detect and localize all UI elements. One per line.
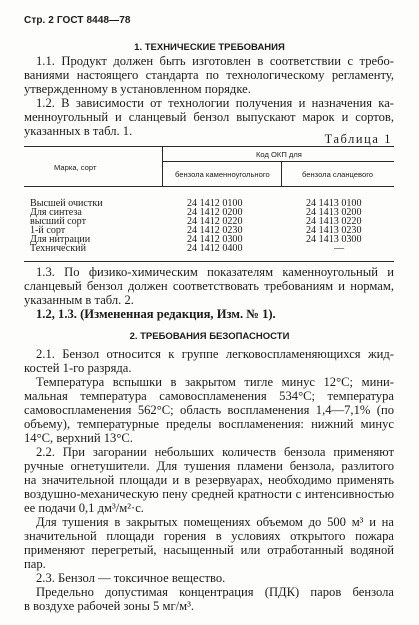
text-line: самовоспламенения 562°С; область воспламенения 1,4—7,1% (по: [24, 403, 394, 417]
table-cell: Для синтеза: [30, 206, 82, 218]
text-line: объему), температурные пределы воспламенения: нижний минус: [24, 417, 394, 431]
page-header: Стр. 2 ГОСТ 8448—78: [24, 15, 131, 26]
text-line: значительной площади горения в условиях открытого пожара: [24, 529, 394, 543]
table-cell: 24 1412 0200: [187, 206, 243, 218]
table-cell: Высшей очистки: [30, 198, 103, 209]
table-cell: 24 1413 0220: [306, 215, 362, 227]
table-top-rule: [24, 146, 394, 147]
text-line: указанных в табл. 1.: [24, 124, 133, 138]
table-cell: 24 1412 0400: [187, 242, 243, 254]
table-subheader-rule: [162, 161, 394, 162]
col-header-coal: бензола каменноугольного: [175, 170, 270, 179]
text-line: костей 1-го разряда.: [24, 361, 132, 375]
table-1: [24, 146, 394, 262]
text-line: пар.: [24, 557, 46, 571]
text-line: Предельно допустимая концентрация (ПДК) паров бензола: [36, 586, 394, 599]
paragraph-2-2: [24, 446, 394, 515]
text-line: ее подачи 0,1 дм³/м²·с.: [24, 501, 144, 515]
paragraph-2-3: [24, 572, 394, 586]
text-line: Температура вспышки в закрытом тигле минус 12°С; мини-: [36, 376, 394, 389]
paragraph-pdk: [24, 586, 394, 614]
text-line: применяют перегретый, насыщенный или отработанный водяной: [24, 543, 394, 557]
text-line: 2.1. Бензол относится к группе легковоспламеняющихся жид-: [36, 348, 394, 361]
table-cell: 24 1412 0100: [187, 198, 243, 209]
table-cell: 24 1412 0300: [187, 233, 243, 245]
table-caption: Таблица 1: [324, 132, 392, 146]
text-line: сланцевый бензол должен соответствовать требованиям и нормам,: [24, 279, 394, 293]
table-cell: 24 1413 0230: [306, 224, 362, 236]
paragraph-fire-extinguishing: [24, 516, 394, 572]
text-line: ваниями настоящего стандарта по технологическому регламенту,: [24, 68, 394, 82]
paragraph-1-1: [24, 55, 394, 97]
table-cell: —: [334, 242, 345, 254]
table-cell: 24 1412 0220: [187, 215, 243, 227]
table-cell: Технический: [30, 242, 86, 254]
col-header-okp: Код ОКП для: [256, 150, 302, 159]
paragraph-2-1: [24, 348, 394, 376]
table-col-divider: [162, 146, 163, 186]
table-column-coal: [187, 200, 243, 253]
table-cell: высший сорт: [30, 215, 86, 227]
col-header-shale: бензола сланцевого: [302, 170, 374, 179]
table-cell: 24 1413 0300: [306, 233, 362, 245]
table-cell: 24 1413 0100: [306, 198, 362, 209]
paragraph-1-3: [24, 266, 394, 308]
text-line: 1.2. В зависимости от технологии получения и назначения ка-: [36, 97, 394, 110]
table-header-rule: [24, 186, 394, 187]
col-header-mark: Марка, сорт: [54, 163, 97, 172]
section-2-title: 2. ТРЕБОВАНИЯ БЕЗОПАСНОСТИ: [129, 331, 290, 342]
text-line: утвержденному в установленном порядке.: [24, 82, 251, 96]
table-cell: Для нитрации: [30, 233, 91, 245]
text-line: 1.2, 1.3. (Измененная редакция, Изм. № 1).: [36, 308, 276, 321]
text-line: в воздухе рабочей зоны 5 мг/м³.: [24, 599, 195, 613]
text-line: менноугольный и сланцевый бензол выпускают марок и сортов,: [24, 110, 394, 124]
text-line: ручные огнетушители. Для тушения пламени бензола, разлитого: [24, 459, 394, 473]
table-column-mark: [30, 200, 103, 253]
paragraph-temperature: [24, 376, 394, 445]
text-line: 1.1. Продукт должен быть изготовлен в соответствии с требо-: [36, 55, 394, 68]
table-cell: 1-й сорт: [30, 224, 66, 236]
text-line: 2.2. При загорании небольших количеств бензола применяют: [36, 446, 394, 459]
table-col-divider: [281, 162, 282, 186]
table-bottom-rule: [24, 261, 394, 262]
table-cell: 24 1412 0230: [187, 224, 243, 236]
amendment-note: [24, 308, 394, 322]
table-cell: 24 1413 0200: [306, 206, 362, 218]
text-line: мальная температура самовоспламенения 534°С; температура: [24, 389, 394, 403]
text-line: воздушно-механическую пену средней кратности с интенсивностью: [24, 487, 394, 501]
text-line: указанным в табл. 2.: [24, 293, 134, 307]
table-column-shale: [306, 200, 362, 253]
text-line: 14°С, верхний 13°С.: [24, 431, 133, 445]
text-line: 2.3. Бензол — токсичное вещество.: [36, 572, 226, 585]
text-line: 1.3. По физико-химическим показателям каменноугольный и: [36, 266, 394, 279]
text-line: Для тушения в закрытых помещениях объемом до 500 м³ и на: [36, 516, 394, 529]
text-line: на значительной площади и в резервуарах, необходимо применять: [24, 473, 394, 487]
section-1-title: 1. ТЕХНИЧЕСКИЕ ТРЕБОВАНИЯ: [134, 42, 285, 53]
